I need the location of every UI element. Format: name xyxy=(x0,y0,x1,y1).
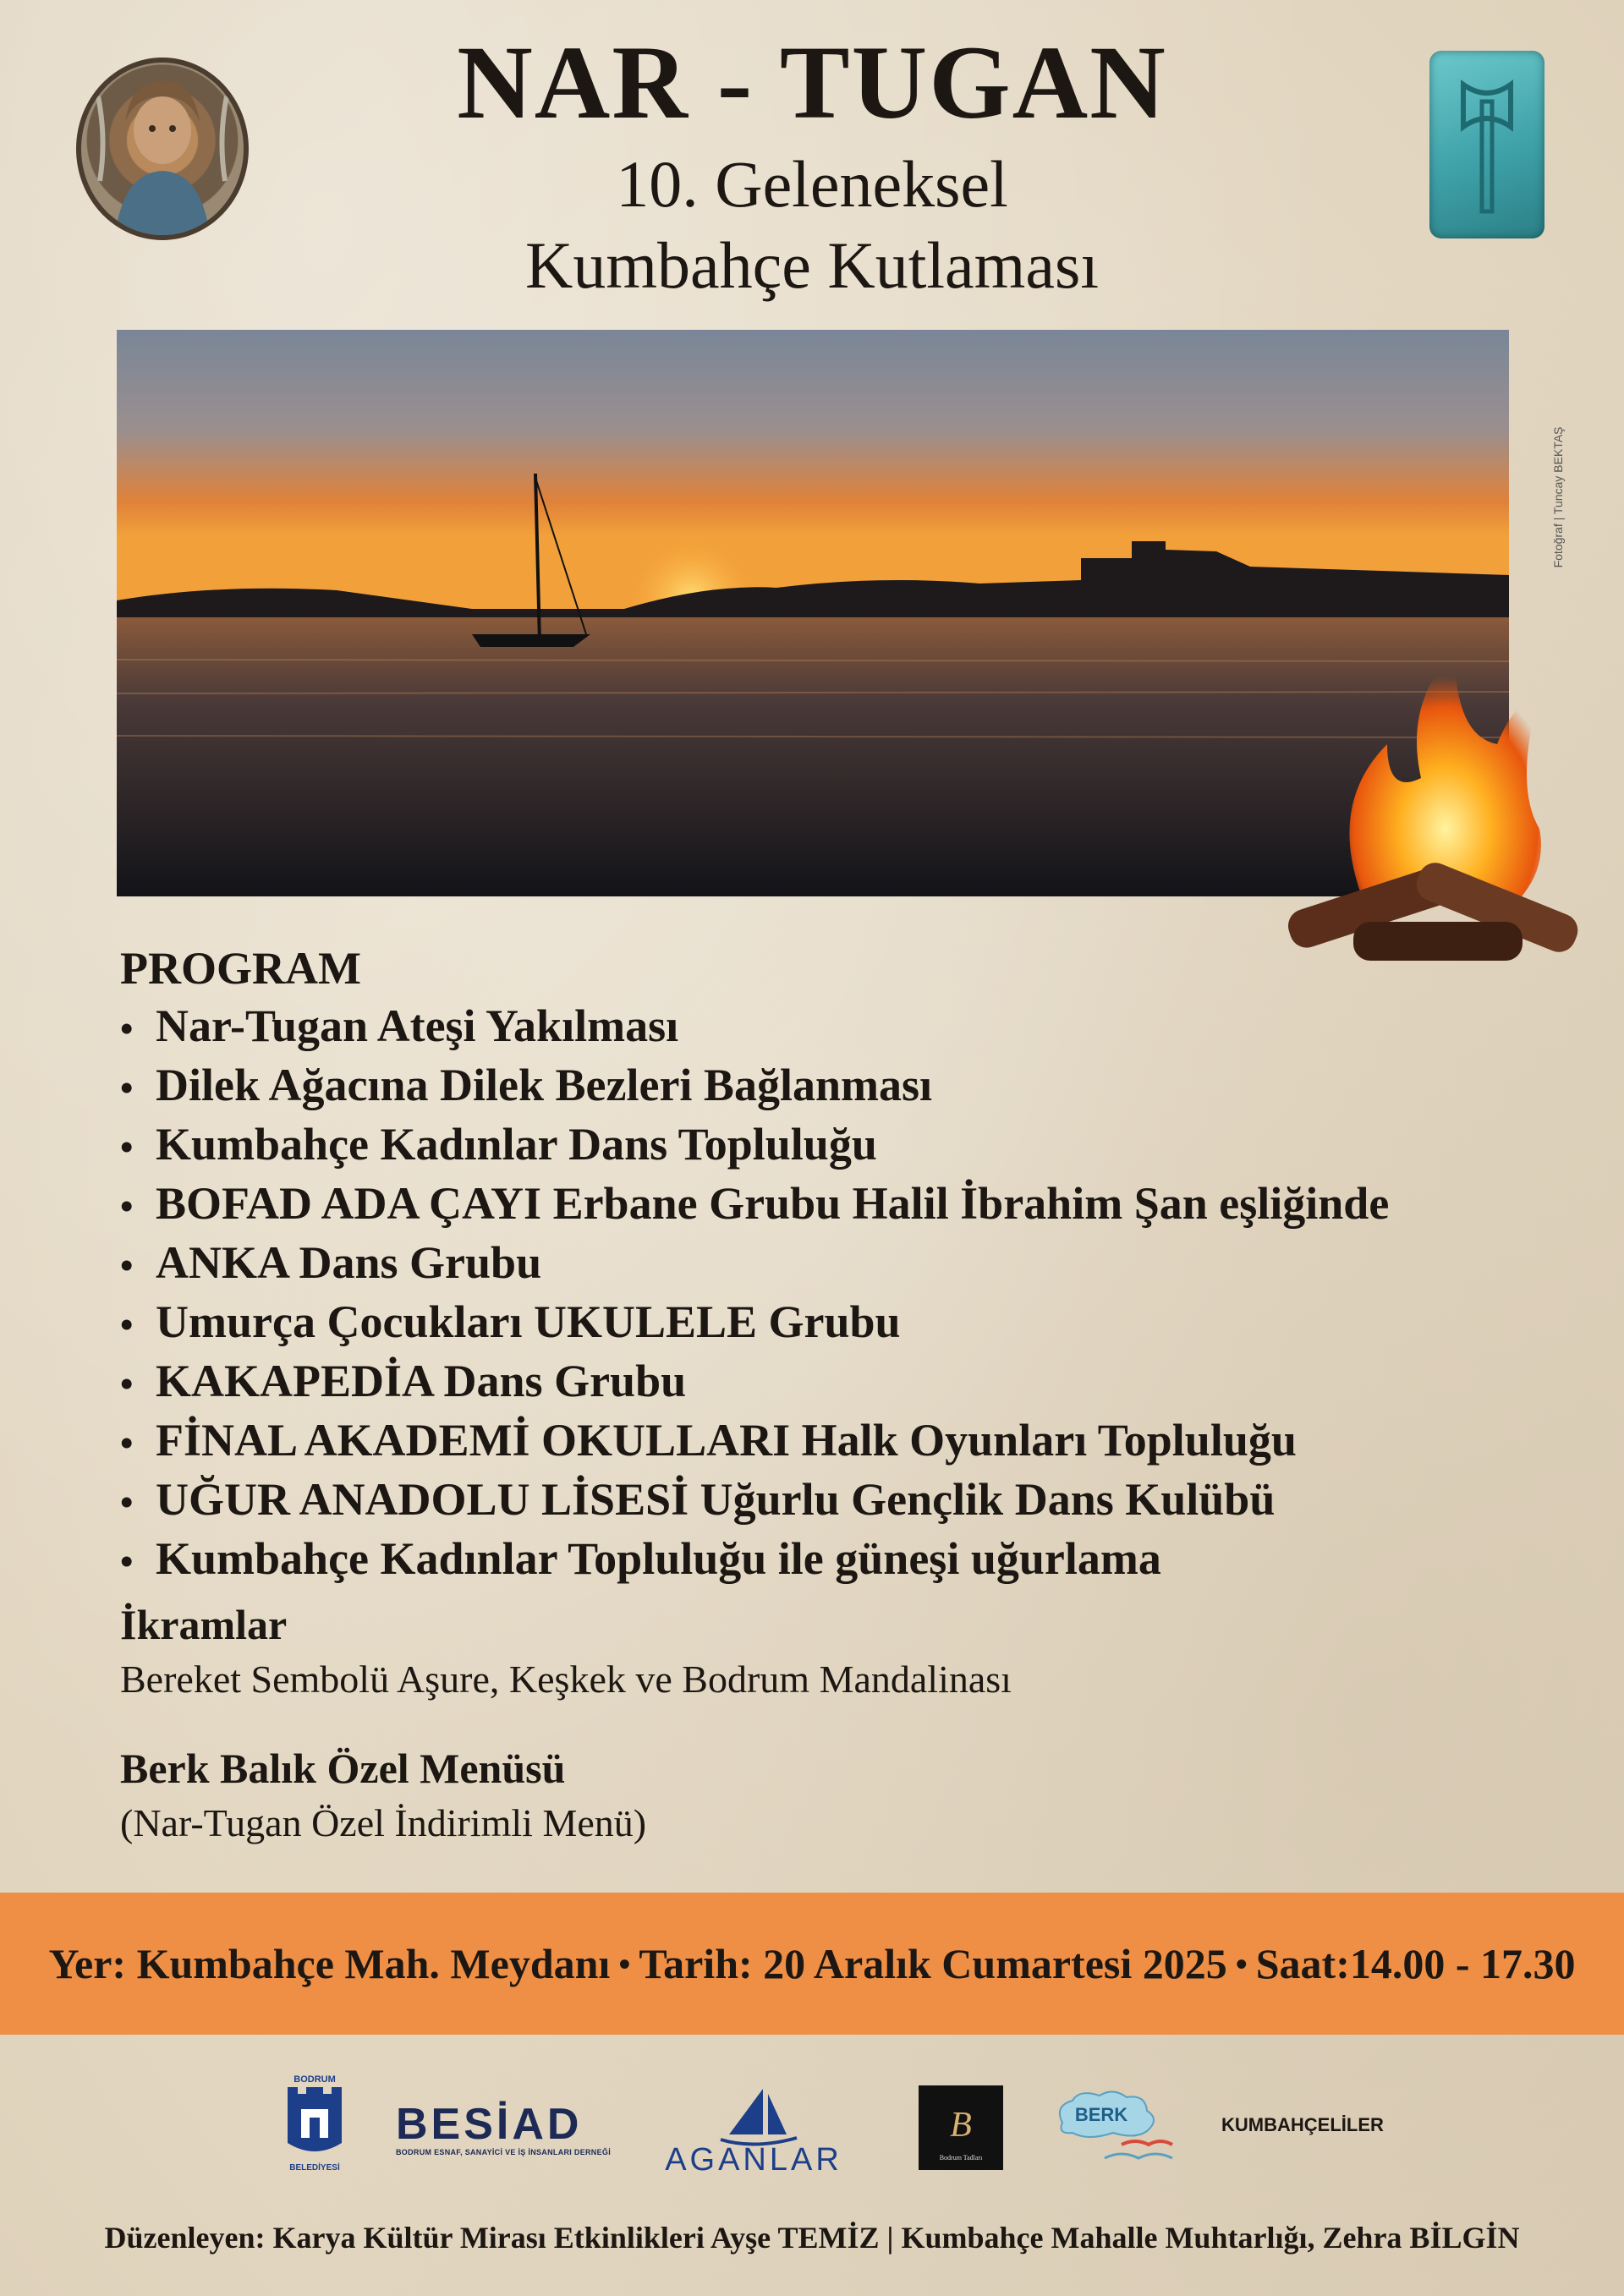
svg-text:BERK: BERK xyxy=(1074,2104,1128,2125)
svg-text:BODRUM: BODRUM xyxy=(294,2074,336,2085)
svg-text:B: B xyxy=(950,2106,972,2145)
program-list xyxy=(120,998,1389,1590)
list-item: • UĞUR ANADOLU LİSESİ Uğurlu Gençlik Dans Kulübü xyxy=(120,1471,1389,1531)
list-item: • Kumbahçe Kadınlar Dans Topluluğu xyxy=(120,1116,1389,1175)
bodrum-belediyesi-logo xyxy=(281,2072,348,2175)
organizer-credit: Düzenleyen: Karya Kültür Mirası Etkinlikleri Ayşe TEMİZ | Kumbahçe Mahalle Muhtarlığı, Zehra BİLGİN xyxy=(104,2221,1520,2255)
bullet-icon: • xyxy=(120,1186,134,1227)
berk-menu-heading: Berk Balık Özel Menüsü xyxy=(120,1745,566,1792)
list-item: • BOFAD ADA ÇAYI Erbane Grubu Halil İbrahim Şan eşliğinde xyxy=(120,1175,1389,1235)
separator-icon: • xyxy=(1235,1944,1248,1983)
bullet-icon: • xyxy=(120,1067,134,1109)
berk-menu-text: (Nar-Tugan Özel İndirimli Menü) xyxy=(120,1801,647,1844)
bullet-icon: • xyxy=(120,1422,134,1464)
besiad-logo xyxy=(396,2101,611,2156)
bullet-icon: • xyxy=(120,1008,134,1049)
list-item: • Nar-Tugan Ateşi Yakılması xyxy=(120,998,1389,1057)
ikramlar-text: Bereket Sembolü Aşure, Keşkek ve Bodrum Mandalinası xyxy=(120,1658,1012,1701)
program-heading: PROGRAM xyxy=(120,943,361,994)
separator-icon: • xyxy=(618,1944,631,1983)
svg-text:BELEDİYESİ: BELEDİYESİ xyxy=(289,2163,340,2173)
campfire-image xyxy=(1260,617,1599,981)
list-item: • ANKA Dans Grubu xyxy=(120,1235,1389,1294)
bullet-icon: • xyxy=(120,1245,134,1286)
event-info-band xyxy=(0,1893,1624,2035)
list-item: • Kumbahçe Kadınlar Topluluğu ile güneşi uğurlama xyxy=(120,1531,1389,1590)
event-subtitle-line1: 10. Geleneksel xyxy=(616,147,1008,221)
list-item: • Dilek Ağacına Dilek Bezleri Bağlanması xyxy=(120,1057,1389,1116)
svg-text:AGANLAR: AGANLAR xyxy=(665,2142,842,2175)
event-subtitle-line2: Kumbahçe Kutlaması xyxy=(525,228,1099,302)
svg-text:Bodrum Tadları: Bodrum Tadları xyxy=(939,2154,983,2162)
berk-balik-logo xyxy=(1054,2089,1179,2167)
aganlar-logo xyxy=(636,2082,871,2175)
list-item: • KAKAPEDİA Dans Grubu xyxy=(120,1353,1389,1412)
bullet-icon: • xyxy=(120,1541,134,1582)
bullet-icon: • xyxy=(120,1304,134,1345)
list-item: • Umurça Çocukları UKULELE Grubu xyxy=(120,1294,1389,1353)
event-title: NAR - TUGAN xyxy=(457,25,1167,140)
event-date: Tarih: 20 Aralık Cumartesi 2025 xyxy=(639,1940,1227,1987)
besiad-subtitle: BODRUM ESNAF, SANAYİCİ VE İŞ İNSANLARI DERNEĞİ xyxy=(396,2148,611,2156)
event-time: Saat:14.00 - 17.30 xyxy=(1255,1940,1576,1987)
bullet-icon: • xyxy=(120,1482,134,1523)
photo-credit: Fotoğraf | Tuncay BEKTAŞ xyxy=(1551,426,1565,568)
bullet-icon: • xyxy=(120,1126,134,1168)
bodrum-tadlari-logo xyxy=(919,2085,1003,2170)
ikramlar-heading: İkramlar xyxy=(120,1601,288,1648)
kumbahceliler-logo: KUMBAHÇELİLER xyxy=(1221,2114,1384,2135)
besiad-name: BESİAD xyxy=(396,2100,583,2149)
event-location: Yer: Kumbahçe Mah. Meydanı xyxy=(48,1940,611,1987)
bullet-icon: • xyxy=(120,1363,134,1405)
list-item: • FİNAL AKADEMİ OKULLARI Halk Oyunları Topluluğu xyxy=(120,1412,1389,1471)
